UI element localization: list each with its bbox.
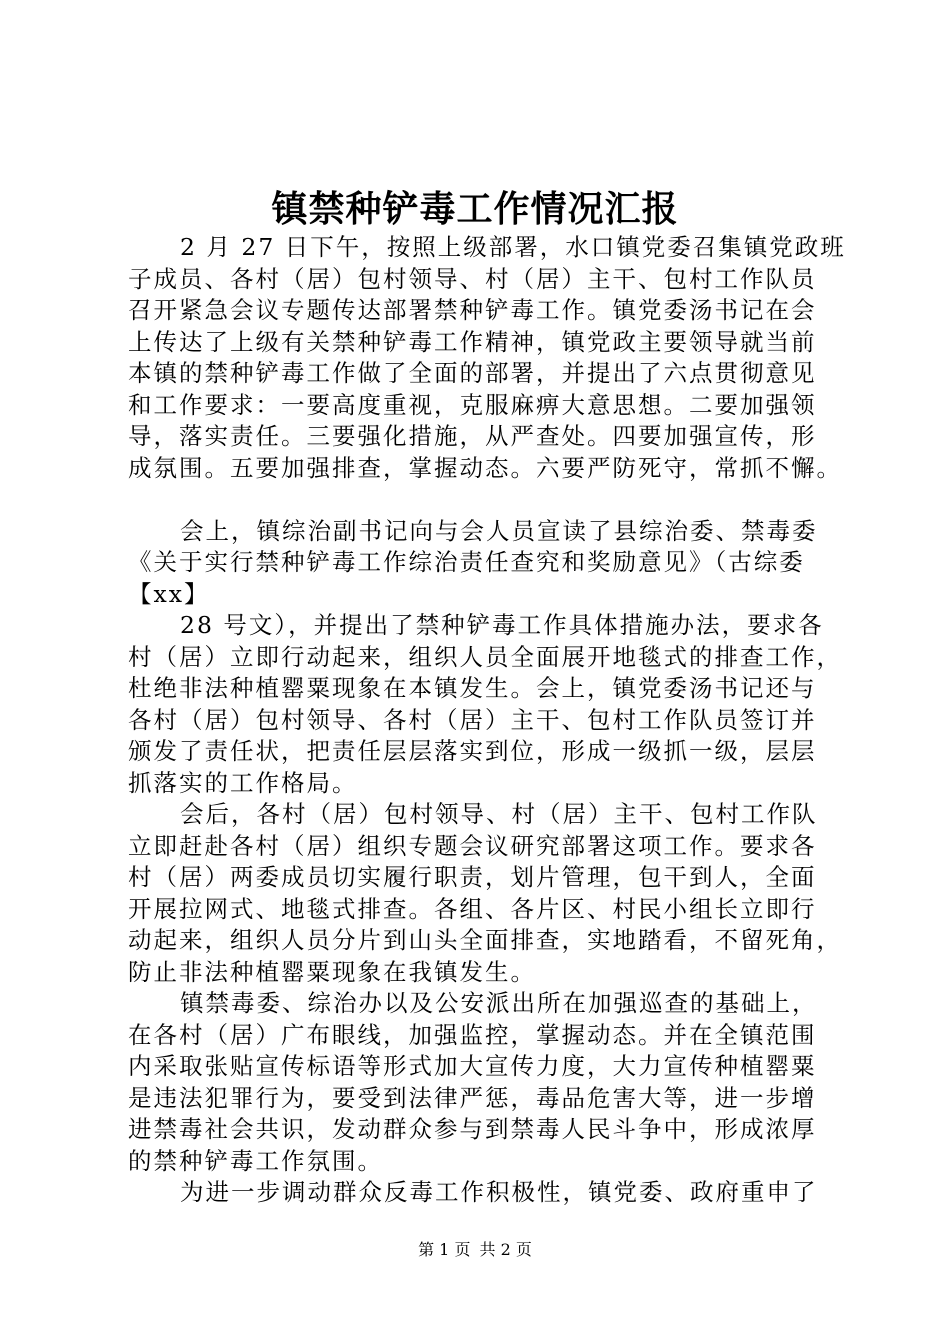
- body-line: 28 号文），并提出了禁种铲毒工作具体措施办法，要求各: [180, 611, 824, 639]
- body-line: 镇禁毒委、综治办以及公安派出所在加强巡查的基础上，: [180, 989, 818, 1017]
- document-title: 镇禁种铲毒工作情况汇报: [271, 188, 679, 230]
- body-line: 开展拉网式、地毯式排查。各组、各片区、村民小组长立即行: [128, 894, 817, 923]
- body-line: 2 月 27 日下午，按照上级部署，水口镇党委召集镇党政班: [180, 233, 846, 261]
- body-line: 在各村（居）广布眼线，加强监控，掌握动态。并在全镇范围: [128, 1020, 817, 1049]
- body-line: 抓落实的工作格局。: [128, 768, 358, 797]
- body-line: 村（居）立即行动起来，组织人员全面展开地毯式的排查工作，: [128, 642, 842, 671]
- paragraph-spacer: [128, 484, 858, 516]
- body-line: 《关于实行禁种铲毒工作综治责任查究和奖励意见》（古综委: [128, 548, 805, 576]
- body-line: 子成员、各村（居）包村领导、村（居）主干、包村工作队员: [128, 264, 817, 293]
- page-number: 第 1 页: [418, 1240, 471, 1259]
- document-body: [128, 232, 858, 1209]
- body-line: 召开紧急会议专题传达部署禁种铲毒工作。镇党委汤书记在会: [128, 296, 817, 324]
- body-line: 上传达了上级有关禁种铲毒工作精神，镇党政主要领导就当前: [128, 327, 817, 356]
- body-line: 进禁毒社会共识，发动群众参与到禁毒人民斗争中，形成浓厚: [128, 1115, 817, 1143]
- body-line: 的禁种铲毒工作氛围。: [128, 1146, 383, 1175]
- body-line: 动起来，组织人员分片到山头全面排查，实地踏看，不留死角，: [128, 926, 842, 954]
- page-footer: [0, 1238, 950, 1262]
- body-line: 本镇的禁种铲毒工作做了全面的部署，并提出了六点贯彻意见: [128, 359, 817, 387]
- body-line: 【xx】: [128, 579, 210, 608]
- body-line: 村（居）两委成员切实履行职责，划片管理，包干到人，全面: [128, 863, 817, 891]
- body-line: 颁发了责任状，把责任层层落实到位，形成一级抓一级，层层: [128, 737, 817, 765]
- body-line: 各村（居）包村领导、各村（居）主干、包村工作队员签订并: [128, 705, 817, 734]
- body-line: 会上，镇综治副书记向与会人员宣读了县综治委、禁毒委: [180, 516, 818, 545]
- body-line: 杜绝非法种植罂粟现象在本镇发生。会上，镇党委汤书记还与: [128, 674, 817, 702]
- page-total: 共 2 页: [479, 1240, 532, 1259]
- body-line: 会后，各村（居）包村领导、村（居）主干、包村工作队: [180, 800, 818, 828]
- body-line: 内采取张贴宣传标语等形式加大宣传力度，大力宣传种植罂粟: [128, 1052, 817, 1080]
- body-line: 是违法犯罪行为，要受到法律严惩，毒品危害大等，进一步增: [128, 1083, 817, 1112]
- body-line: 为进一步调动群众反毒工作积极性，镇党委、政府重申了: [180, 1178, 818, 1206]
- body-line: 成氛围。五要加强排查，掌握动态。六要严防死守，常抓不懈。: [128, 453, 842, 482]
- body-line: 立即赶赴各村（居）组织专题会议研究部署这项工作。要求各: [128, 831, 817, 860]
- body-line: 导，落实责任。三要强化措施，从严查处。四要加强宣传，形: [128, 422, 817, 450]
- body-line: 防止非法种植罂粟现象在我镇发生。: [128, 957, 536, 986]
- body-line: 和工作要求：一要高度重视，克服麻痹大意思想。二要加强领: [128, 390, 817, 419]
